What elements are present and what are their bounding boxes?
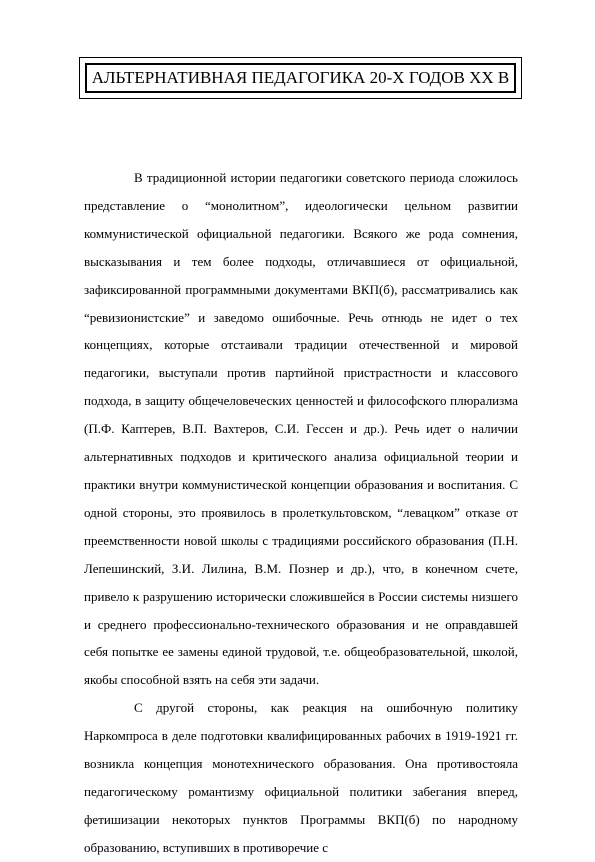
paragraph-2: С другой стороны, как реакция на ошибочную политику Наркомпроса в деле подготовки квалифицированных рабочих в 1919-1921 гг. возникла концепция монотехнического образования. Она противостояла педагогическому романтизму официальной политики забегания вперед, фетишизации некоторых пунктов Программы ВКП(б) по народному образованию, вступивших в противоречие с (84, 700, 518, 855)
title-inner-frame (85, 63, 516, 93)
title-frame (79, 57, 522, 99)
document-title: АЛЬТЕРНАТИВНАЯ ПЕДАГОГИКА 20-Х ГОДОВ ХХ В (91, 68, 510, 87)
paragraph-1: В традиционной истории педагогики советского периода сложилось представление о “монолитном”, идеологически цельном развитии коммунистической официальной педагогики. Всякого же рода сомнения, высказывания и тем более подходы, отличавшиеся от официальной, зафиксированной программными документами ВКП(б), рассматривались как “ревизионистские” и заведомо ошибочные. Речь отнюдь не идет о тех концепциях, которые отстаивали традиции отечественной и мировой педагогики, выступали против партийной пристрастности и классового подхода, в защиту общечеловеческих ценностей и философского плюрализма (П.Ф. Каптерев, В.П. Вахтеров, С.И. Гессен и др.). Речь идет о наличии альтернативных подходов и критического анализа официальной теории и практики внутри коммунистической концепции образования и воспитания. С одной стороны, это проявилось в пролеткультовском, “левацком” отказе от преемственности новой школы с традициями российского образования (П.Н. Лепешинский, З.И. Лилина, В.М. Познер и др.), что, в конечном счете, привело к разрушению исторически сложившейся в России системы низшего и среднего профессионально-технического образования и не оправдавшей себя попытке ее замены единой трудовой, т.е. общеобразовательной, школой, якобы способной взять на себя эти задачи. (84, 170, 518, 688)
document-body (84, 164, 518, 862)
